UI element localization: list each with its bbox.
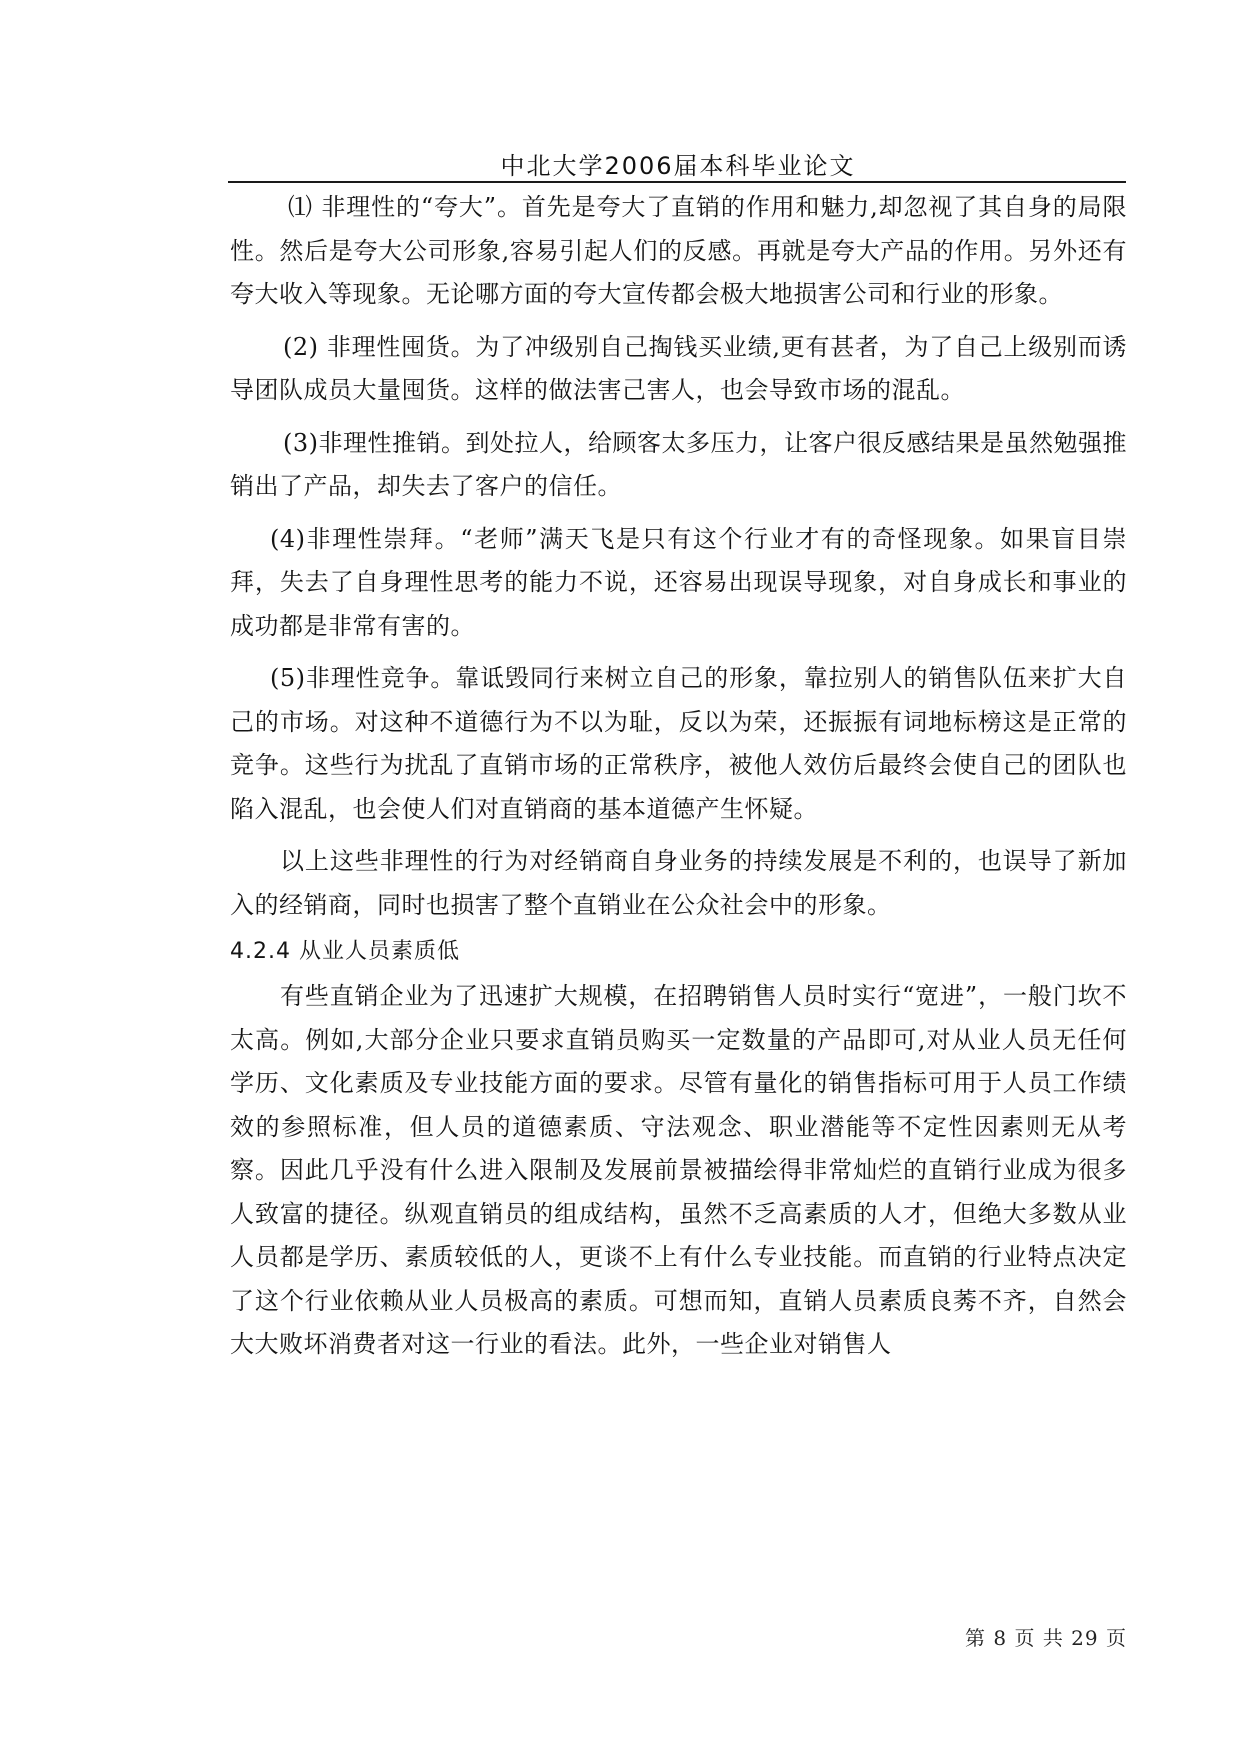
header-divider <box>228 181 1126 183</box>
paragraph-worship: (4)非理性崇拜。“老师”满天飞是只有这个行业才有的奇怪现象。如果盲目崇拜，失去了自身理性思考的能力不说，还容易出现误导现象，对自身成长和事业的成功都是非常有害的。 <box>230 524 1127 640</box>
paragraph-personnel-quality: 有些直销企业为了迅速扩大规模，在招聘销售人员时实行“宽进”，一般门坎不太高。例如,大部分企业只要求直销员购买一定数量的产品即可,对从业人员无任何学历、文化素质及专业技能方面的要求。尽管有量化的销售指标可用于人员工作绩效的参照标准，但人员的道德素质、守法观念、职业潜能等不定性因素则无从考察。因此几乎没有什么进入限制及发展前景被描绘得非常灿烂的直销行业成为很多人致富的捷径。纵观直销员的组成结构，虽然不乏高素质的人才，但绝大多数从业人员都是学历、素质较低的人，更谈不上有什么专业技能。而直销的行业特点决定了这个行业依赖从业人员极高的素质。可想而知，直销人员素质良莠不齐，自然会大大败坏消费者对这一行业的看法。此外，一些企业对销售人 <box>230 982 1127 1358</box>
paragraph-competition: (5)非理性竞争。靠诋毁同行来树立自己的形象，靠拉别人的销售队伍来扩大自己的市场。对这种不道德行为不以为耻，反以为荣，还振振有词地标榜这是正常的竞争。这些行为扰乱了直销市场的正常秩序，被他人效仿后最终会使自己的团队也陷入混乱，也会使人们对直销商的基本道德产生怀疑。 <box>230 664 1127 823</box>
paragraph-pushy-selling: (3)非理性推销。到处拉人，给顾客太多压力，让客户很反感结果是虽然勉强推销出了产品，却失去了客户的信任。 <box>230 428 1127 500</box>
paragraph-summary: 以上这些非理性的行为对经销商自身业务的持续发展是不利的，也误导了新加入的经销商，同时也损害了整个直销业在公众社会中的形象。 <box>230 847 1127 919</box>
page-header-title: 中北大学2006届本科毕业论文 <box>500 152 856 180</box>
paragraph-exaggeration: ⑴ 非理性的“夸大”。首先是夸大了直销的作用和魅力,却忽视了其自身的局限性。然后是夸大公司形象,容易引起人们的反感。再就是夸大产品的作用。另外还有夸大收入等现象。无论哪方面的夸大宣传都会极大地损害公司和行业的形象。 <box>230 193 1127 308</box>
page-number-footer: 第 8 页 共 29 页 <box>965 1626 1127 1650</box>
document-body <box>230 186 1127 1367</box>
section-heading: 4.2.4 从业人员素质低 <box>230 939 460 964</box>
paragraph-hoarding: (2) 非理性囤货。为了冲级别自己掏钱买业绩,更有甚者，为了自己上级别而诱导团队成员大量囤货。这样的做法害己害人，也会导致市场的混乱。 <box>230 332 1127 404</box>
